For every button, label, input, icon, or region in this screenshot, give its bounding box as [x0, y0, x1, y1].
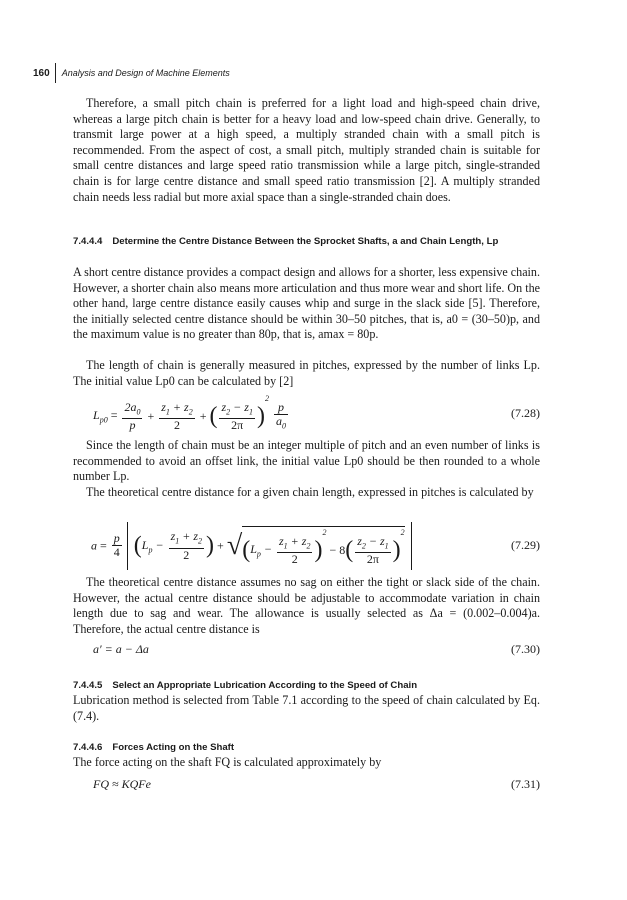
paragraph-chain-length: The length of chain is generally measured in pitches, expressed by the number of links Lp. The initial value Lp0 can be calculated by [2]: [73, 358, 540, 388]
section-heading-7-4-4-4: [73, 234, 540, 250]
equation-7-28: [73, 394, 540, 434]
equation-body: a = $\frac{p}{4}$ ($L_p$ − $\frac{z_1 + z_2}{2}$ ) + $√(L_p$ − $\frac{z_1 + z_2}{2}$ )$^2$ − 8( $\frac{z_2 - z_1}{2\pi}$ )$^2$: [91, 522, 412, 570]
section-title: Determine the Centre Distance Between the Sprocket Shafts, a and Chain Length, Lp: [112, 236, 499, 247]
page-number: 160: [33, 67, 50, 79]
section-title: Select an Appropriate Lubrication According to the Speed of Chain: [112, 680, 418, 691]
running-header: [33, 62, 230, 84]
section-title: Forces Acting on the Shaft: [112, 742, 235, 753]
section-heading-7-4-4-5: [73, 678, 540, 694]
paragraph-pitch-selection: Therefore, a small pitch chain is preferred for a light load and high-speed chain drive, whereas a large pitch chain is better for a heavy load and low-speed chain drive. Generally, to transmit large power at a high speed, a multiply stranded chain with a small pitch is recommended. From the aspect of cost, a small pitch, multiply stranded chain is suitable for small centre distances and large speed ratio transmission while a large pitch, single-stranded chain is for large centre distance and small speed ratio transmission [2]. A multiply stranded chain needs less radial but more axial space than a single-stranded chain does.: [73, 96, 540, 204]
section-number: 7.4.4.6: [73, 742, 103, 753]
running-title: Analysis and Design of Machine Elements: [61, 68, 230, 78]
paragraph-shaft-force: The force acting on the shaft FQ is calculated approximately by: [73, 755, 382, 769]
equation-text: FQ ≈ KQFe: [93, 777, 151, 791]
equation-text: a′ = a − Δa: [93, 642, 149, 656]
paragraph-lubrication: Lubrication method is selected from Table 7.1 according to the speed of chain calculated by Eq. (7.4).: [73, 693, 540, 723]
equation-7-29: [73, 520, 540, 570]
section-heading-7-4-4-6: [73, 740, 540, 756]
section-number: 7.4.4.5: [73, 680, 103, 691]
paragraph-centre-distance: A short centre distance provides a compact design and allows for a shorter, less expensive chain. However, a shorter chain also means more articulation and thus more wear and short life. On the other hand, large centre distance easily causes whip and surge in the slack side [5]. Therefore, the initially selected centre distance should be within 30–50 pitches, that is, a0 = (30–50)p, and the maximum value is no greater than 80p, that is, amax = 80p.: [73, 265, 540, 342]
paragraph-rounding: Since the length of chain must be an integer multiple of pitch and an even number of links is recommended to avoid an offset link, the initial value Lp0 should be then rounded to a whole number Lp.: [73, 438, 540, 484]
equation-7-30: [73, 642, 540, 660]
equation-number: (7.30): [511, 642, 540, 656]
header-divider: [55, 63, 56, 83]
paragraph-sag-allowance: The theoretical centre distance assumes no sag on either the tight or slack side of the chain. However, the actual centre distance should be adjustable to accommodate variation in chain length due to sag and wear. The allowance is usually selected as Δa = (0.002–0.004)a. Therefore, the actual centre distance is: [73, 575, 540, 636]
paragraph-theoretical-distance: The theoretical centre distance for a given chain length, expressed in pitches is calculated by: [86, 485, 534, 499]
equation-7-31: [73, 777, 540, 795]
equation-number: (7.28): [511, 406, 540, 420]
equation-body: $L_{p0}$ = $\frac{2a_0}{p}$ + $\frac{z_1 + z_2}{2}$ + ( $\frac{z_2 - z_1}{2\pi}$ )$^2$ $\frac{p}{a_0}$: [93, 394, 286, 432]
section-number: 7.4.4.4: [73, 236, 103, 247]
equation-number: (7.29): [511, 538, 540, 552]
equation-number: (7.31): [511, 777, 540, 791]
